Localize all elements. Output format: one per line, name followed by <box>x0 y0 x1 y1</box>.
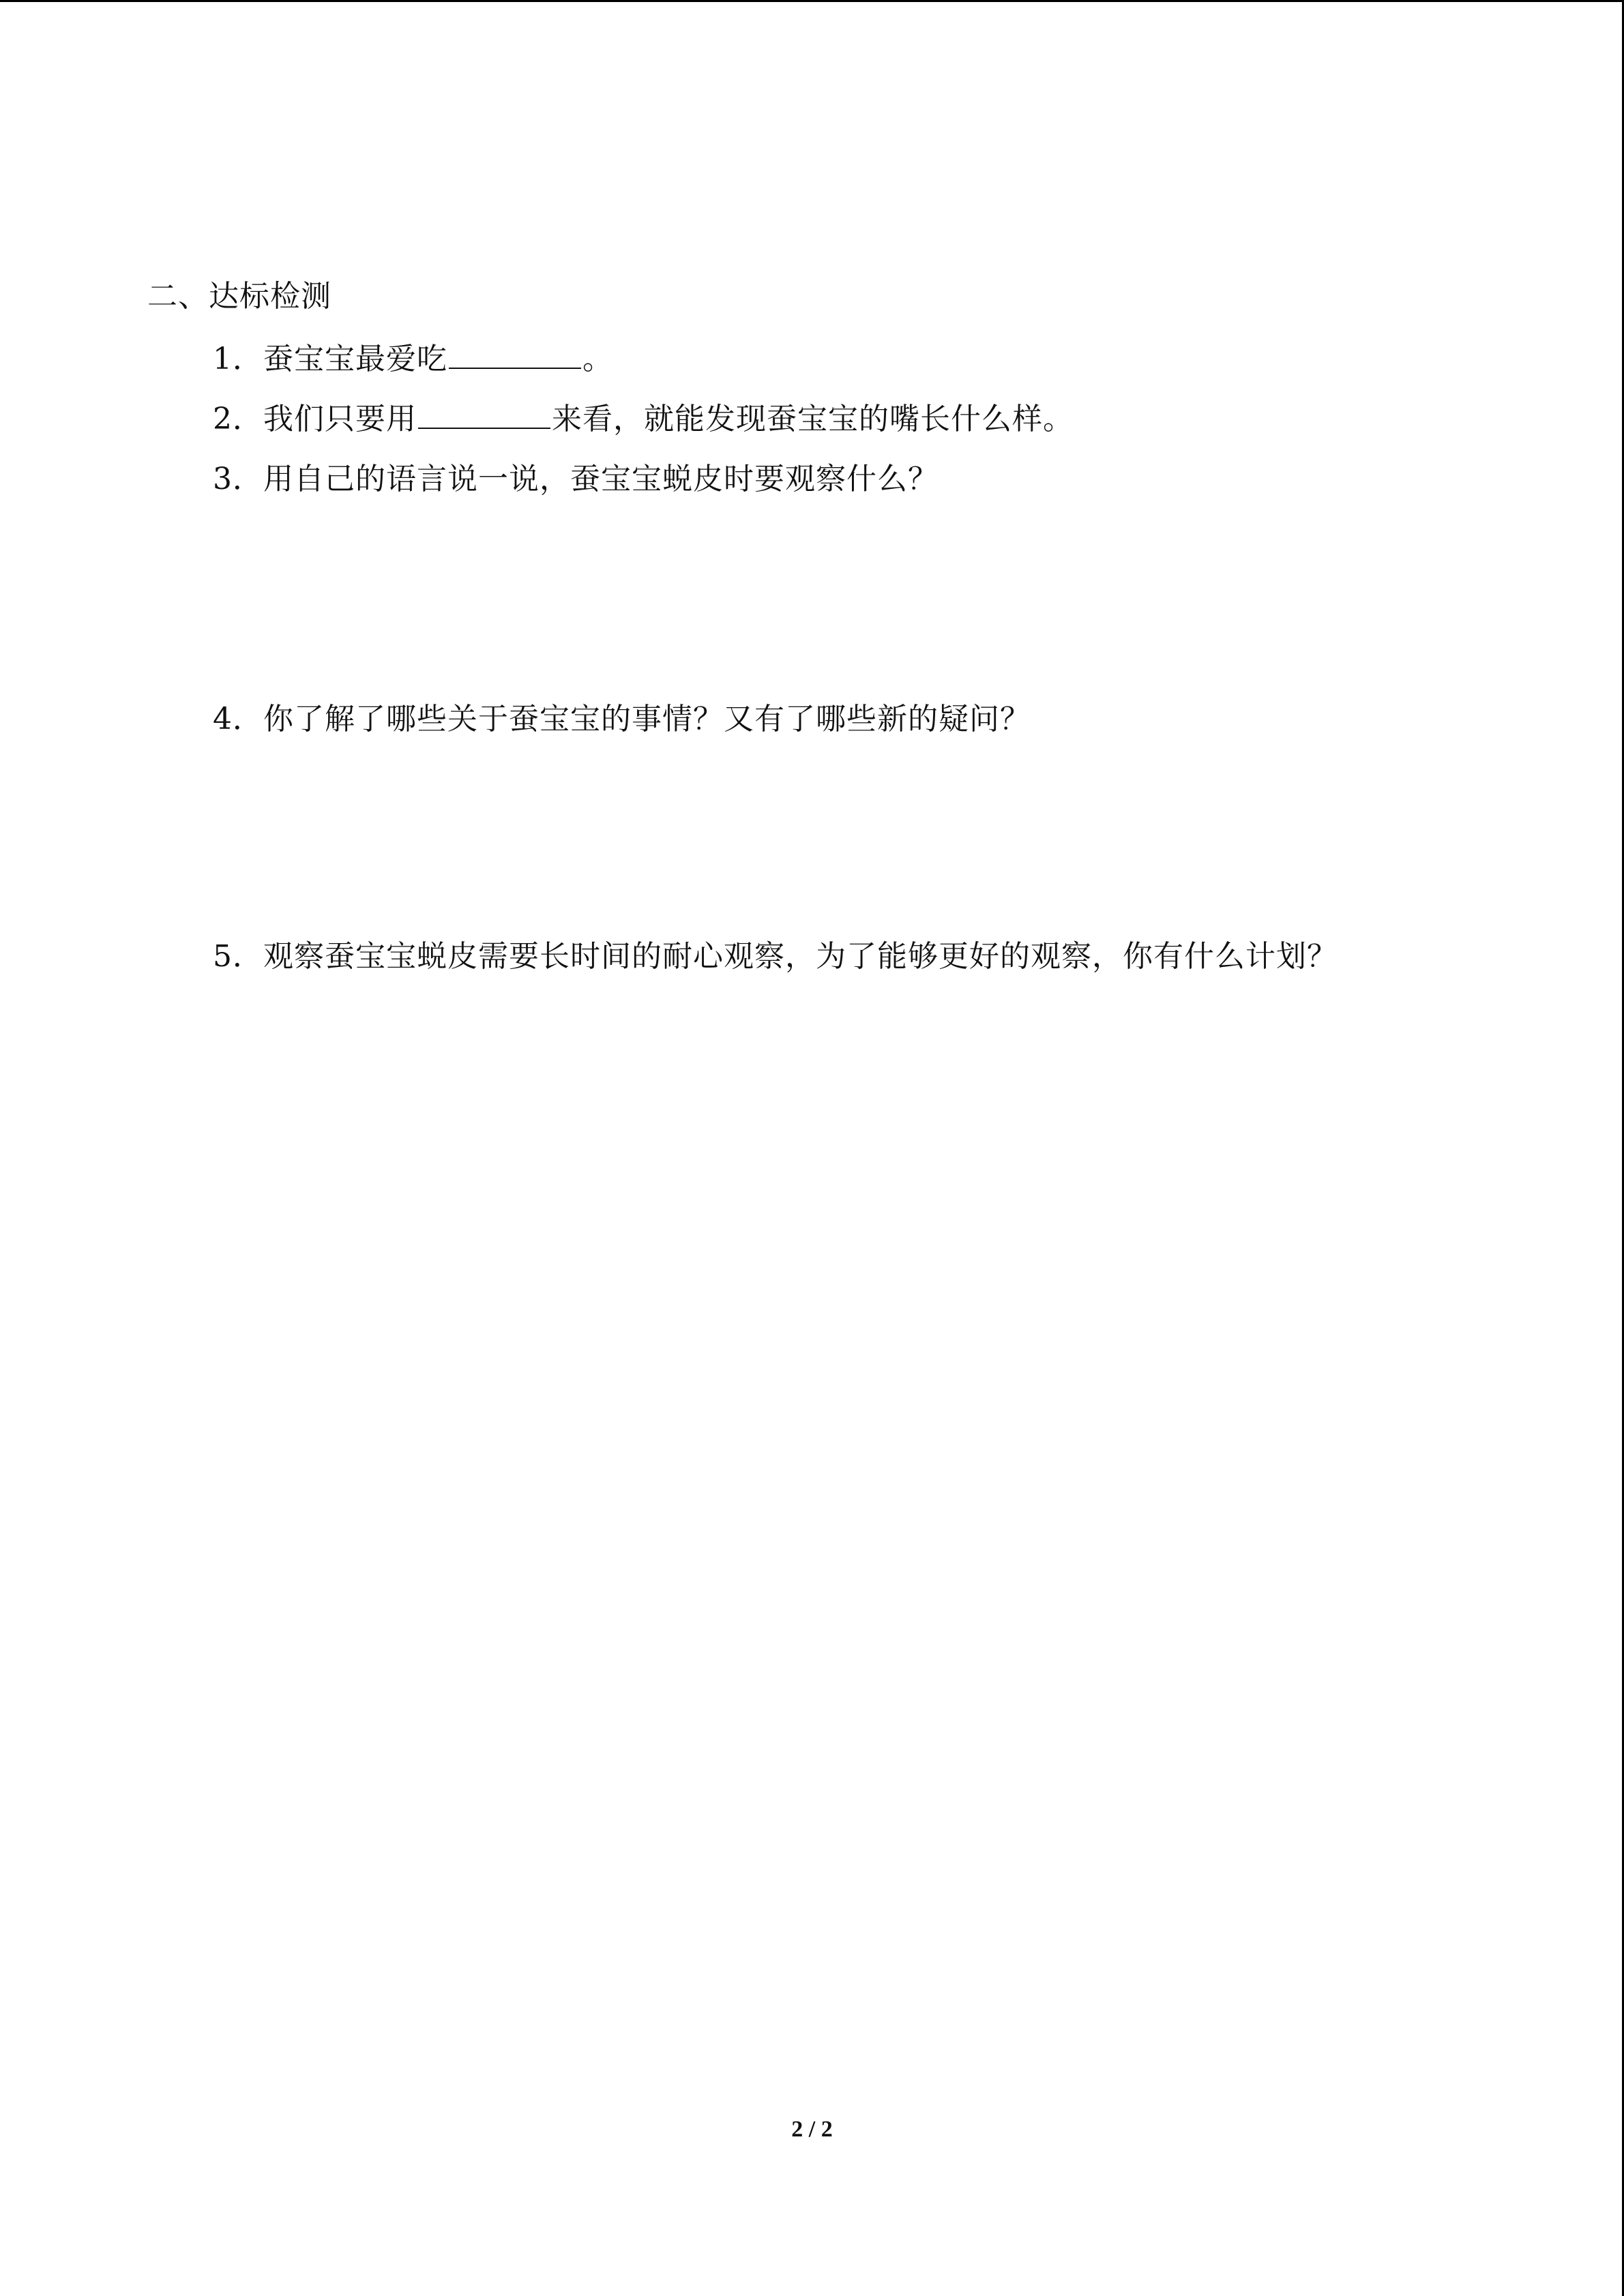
question-number: 4． <box>213 702 263 736</box>
question-number: 1． <box>213 342 263 376</box>
question-5 <box>213 936 1338 977</box>
page-number: 2 / 2 <box>791 2117 833 2142</box>
question-text-before: 蚕宝宝最爱吃 <box>263 342 447 376</box>
question-number: 2． <box>213 402 263 436</box>
question-text-before: 我们只要用 <box>263 402 417 436</box>
question-number: 3． <box>213 462 263 496</box>
question-text-after: 来看，就能发现蚕宝宝的嘴长什么样。 <box>552 402 1074 436</box>
answer-blank[interactable] <box>418 398 550 429</box>
question-1 <box>213 338 613 380</box>
question-text-after: 。 <box>582 342 613 376</box>
question-4 <box>213 699 1031 740</box>
question-text: 你了解了哪些关于蚕宝宝的事情？又有了哪些新的疑问？ <box>263 702 1031 736</box>
question-text: 观察蚕宝宝蜕皮需要长时间的耐心观察，为了能够更好的观察，你有什么计划？ <box>263 939 1338 974</box>
question-2 <box>213 398 1074 440</box>
question-text: 用自己的语言说一说，蚕宝宝蜕皮时要观察什么？ <box>263 462 939 496</box>
question-number: 5． <box>213 939 263 974</box>
section-title: 二、达标检测 <box>147 279 331 314</box>
answer-blank[interactable] <box>449 338 581 369</box>
question-3 <box>213 459 939 500</box>
